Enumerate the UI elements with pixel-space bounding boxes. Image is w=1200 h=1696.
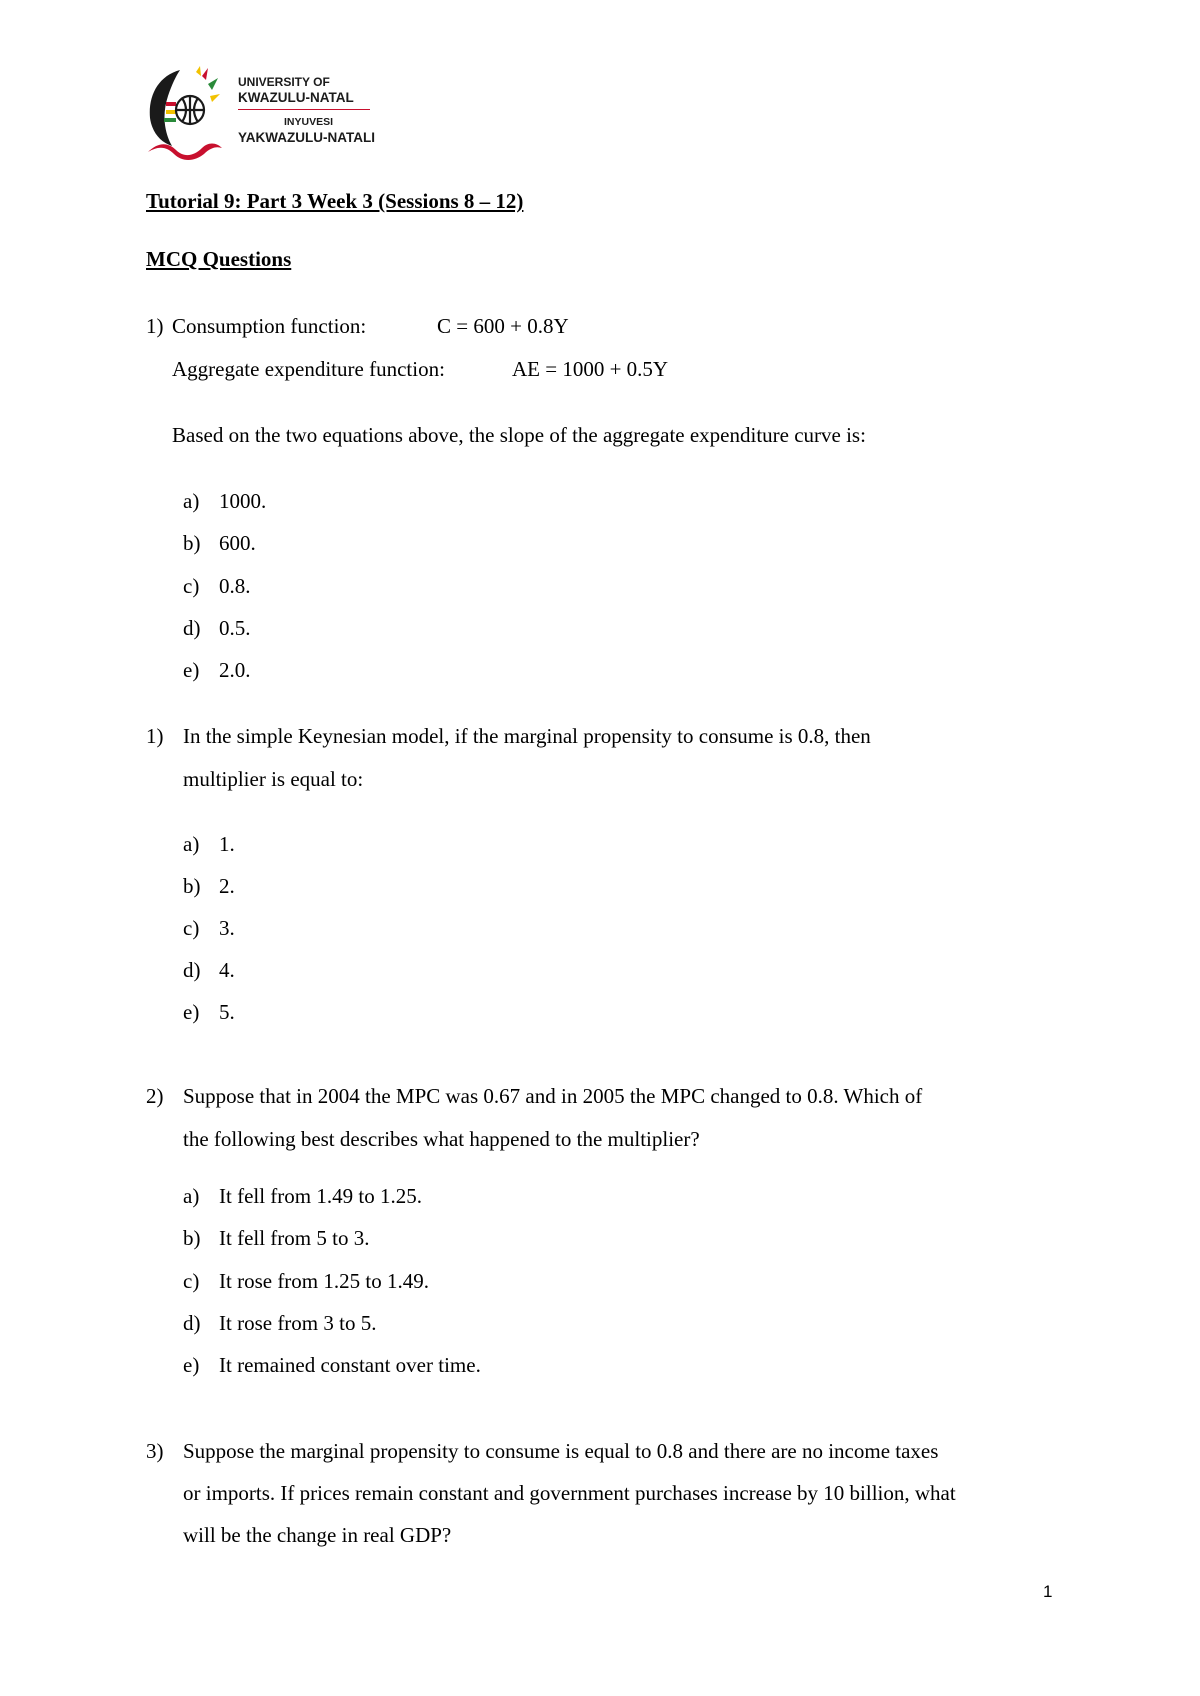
- option-text: It rose from 3 to 5.: [219, 1311, 377, 1335]
- consumption-function-label: Consumption function:: [172, 314, 367, 338]
- option-text: 0.8.: [219, 574, 251, 598]
- option-text: It rose from 1.25 to 1.49.: [219, 1269, 429, 1293]
- option-text: 1000.: [219, 489, 267, 513]
- option-text: 5.: [219, 1000, 235, 1024]
- question-stem-line: Suppose that in 2004 the MPC was 0.67 and in 2005 the MPC changed to 0.8. Which of: [183, 1084, 923, 1108]
- consumption-function-equation: C = 600 + 0.8Y: [437, 314, 569, 338]
- option-letter: b): [183, 1226, 201, 1250]
- option-letter: d): [183, 1311, 201, 1335]
- question-stem-line: the following best describes what happened to the multiplier?: [183, 1127, 700, 1151]
- aggregate-expenditure-label: Aggregate expenditure function:: [172, 357, 445, 381]
- logo-line-2: KWAZULU-NATAL: [238, 90, 354, 105]
- section-heading: MCQ Questions: [146, 247, 292, 271]
- aggregate-expenditure-equation: AE = 1000 + 0.5Y: [512, 357, 669, 381]
- option-letter: c): [183, 916, 200, 940]
- question-number: 1): [146, 314, 164, 338]
- logo-divider: [238, 109, 370, 110]
- university-logo: [146, 66, 386, 162]
- option-text: 0.5.: [219, 616, 251, 640]
- option-letter: e): [183, 658, 200, 682]
- logo-line-1: UNIVERSITY OF: [238, 75, 330, 89]
- option-text: It remained constant over time.: [219, 1353, 481, 1377]
- option-text: 4.: [219, 958, 235, 982]
- option-letter: d): [183, 616, 201, 640]
- option-text: 600.: [219, 531, 256, 555]
- question-stem-line: or imports. If prices remain constant and government purchases increase by 10 billion, what: [183, 1481, 956, 1505]
- question-number: 2): [146, 1084, 164, 1108]
- option-letter: a): [183, 1184, 200, 1208]
- option-letter: b): [183, 874, 201, 898]
- option-text: 2.0.: [219, 658, 251, 682]
- logo-line-3: INYUVESI: [284, 116, 334, 128]
- option-letter: e): [183, 1353, 200, 1377]
- question-stem-line: multiplier is equal to:: [183, 767, 364, 791]
- option-text: It fell from 1.49 to 1.25.: [219, 1184, 422, 1208]
- option-text: 2.: [219, 874, 235, 898]
- university-emblem-icon: [146, 66, 238, 162]
- question-stem-line: will be the change in real GDP?: [183, 1523, 452, 1547]
- logo-line-4: YAKWAZULU-NATALI: [238, 130, 375, 145]
- page-number: 1: [1043, 1582, 1053, 1601]
- option-letter: b): [183, 531, 201, 555]
- option-text: 3.: [219, 916, 235, 940]
- option-letter: a): [183, 489, 200, 513]
- option-text: 1.: [219, 832, 235, 856]
- option-text: It fell from 5 to 3.: [219, 1226, 370, 1250]
- question-number: 3): [146, 1439, 164, 1463]
- option-letter: d): [183, 958, 201, 982]
- question-stem-line: Suppose the marginal propensity to consume is equal to 0.8 and there are no income taxes: [183, 1439, 939, 1463]
- question-number: 1): [146, 724, 164, 748]
- option-letter: a): [183, 832, 200, 856]
- option-letter: c): [183, 1269, 200, 1293]
- question-stem: Based on the two equations above, the slope of the aggregate expenditure curve is:: [172, 423, 866, 447]
- question-stem-line: In the simple Keynesian model, if the marginal propensity to consume is 0.8, then: [183, 724, 871, 748]
- option-letter: e): [183, 1000, 200, 1024]
- document-title: Tutorial 9: Part 3 Week 3 (Sessions 8 – 12): [146, 189, 524, 213]
- option-letter: c): [183, 574, 200, 598]
